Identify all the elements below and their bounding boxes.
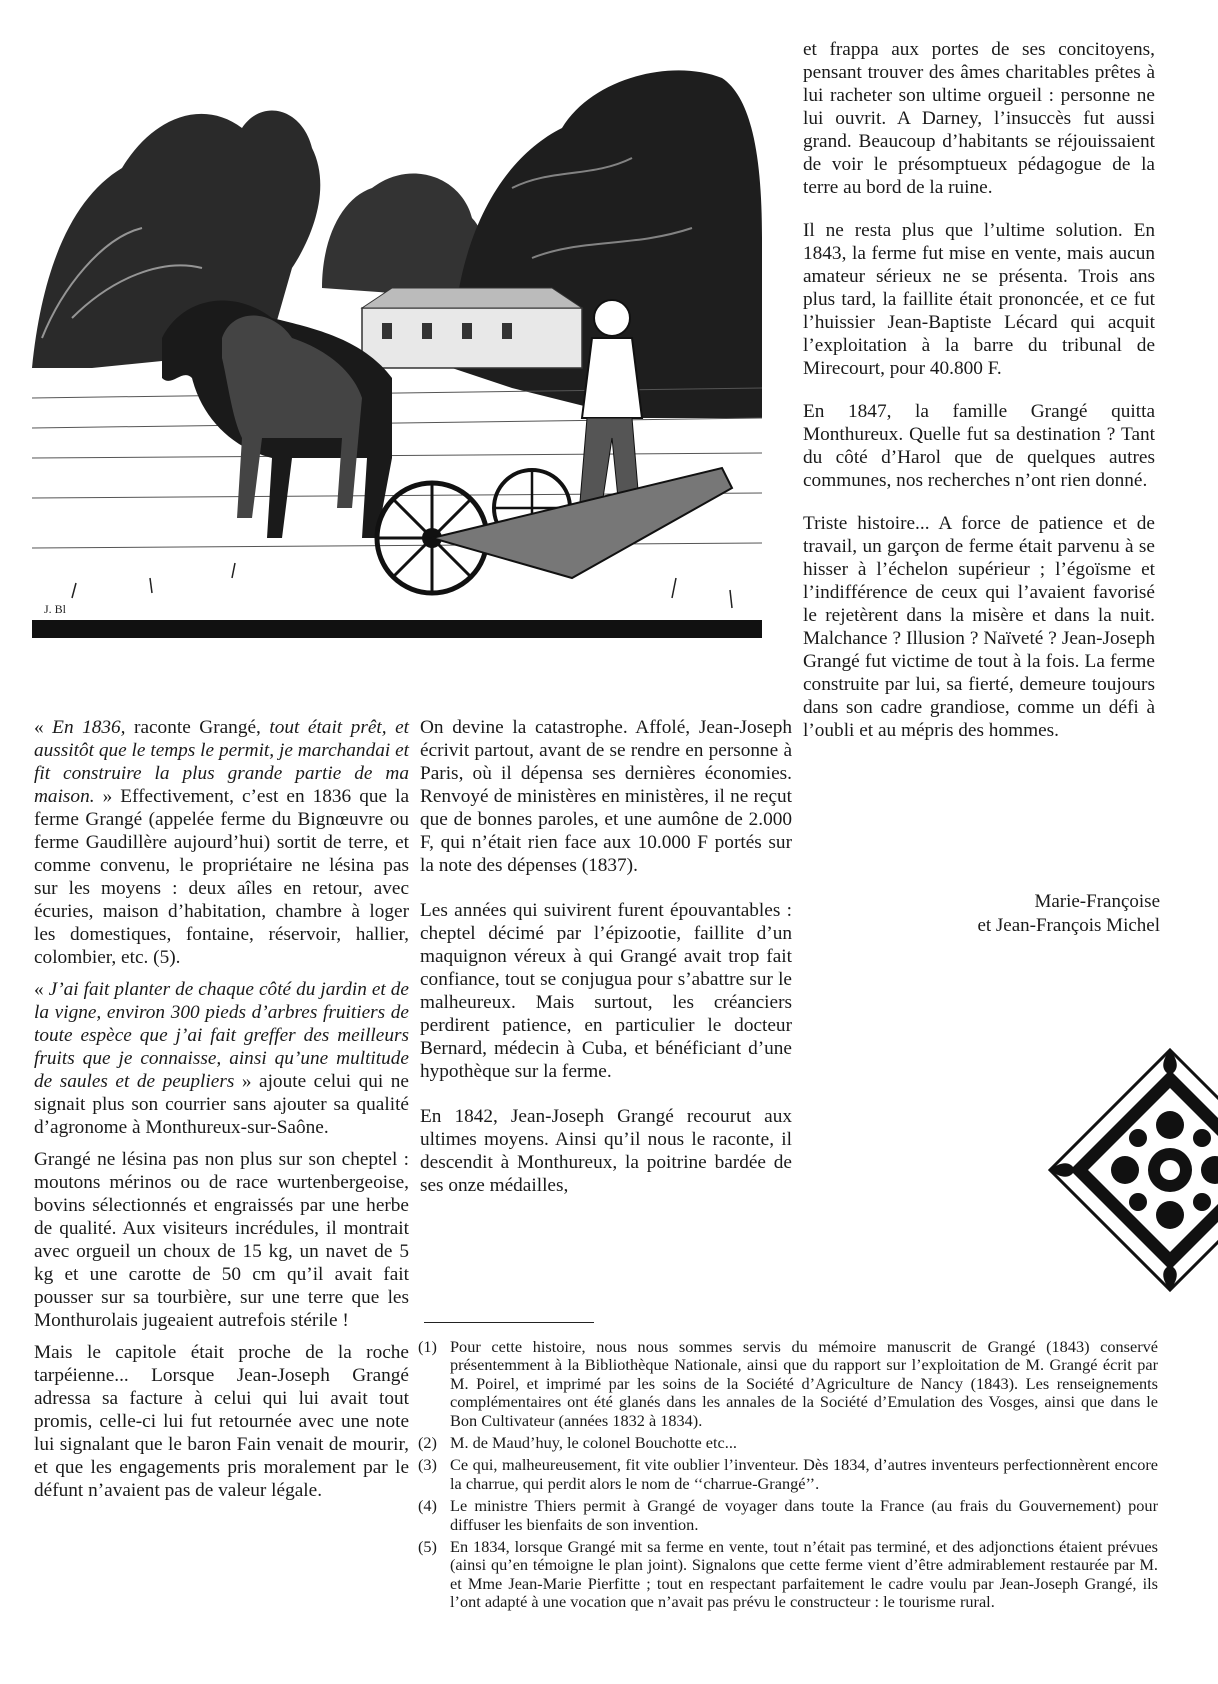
text-column-left [34, 716, 409, 1511]
fleuron-ornament-icon [1040, 1045, 1218, 1295]
paragraph: et frappa aux portes de ses concitoyens, pensant trouver des âmes charitables prêtes à lui racheter son ultime orgueil : personne ne lui ouvrit. A Darney, l’insuccès fut aussi grand. Beaucoup d’habitants se réjouissaient de voir le présomptueux pédagogue de la terre au bord de la ruine. [803, 39, 1155, 198]
text-run: « [34, 717, 53, 738]
paragraph: Il ne resta plus que l’ultime solution. En 1843, la ferme fut mise en vente, mais aucun amateur sérieux ne se présenta. Trois ans plus tard, la faillite était prononcée, et ce fut l’huissier Jean-Baptiste Lécard qui acquit l’exploitation à la barre du tribunal de Mirecourt, pour 40.800 F. [803, 220, 1155, 379]
text-column-middle [420, 716, 792, 1206]
paragraph: Grangé ne lésina pas non plus sur son cheptel : moutons mérinos ou de race wurtenbergeoise, bovins sélectionnés et engraissés par une herbe de qualité. Aux visiteurs incrédules, il montrait avec orgueil un choux de 15 kg, un navet de 5 kg et une carotte de 50 cm qu’il avait fait pousser sur sa tourbière, sur une terre que les Monthurolais jugeaient autrefois stérile ! [34, 1149, 409, 1331]
text-run: » ajoute celui qui ne signait plus son courrier sans ajouter sa qualité d’agronome à Monthureux-sur-Saône. [34, 1071, 409, 1138]
text-column-right [803, 38, 1155, 762]
text-run: « [34, 979, 49, 1000]
paragraph: Triste histoire... A force de patience et de travail, un garçon de ferme était parvenu à se hisser à l’échelon supérieur ; l’égoïsme et l’indifférence de ceux qui l’avaient favorisé le rejetèrent dans la misère et dans la nuit. Malchance ? Illusion ? Naïveté ? Jean-Joseph Grangé fut victime de tout à la fois. La ferme construite par lui, sa fierté, demeure toujours dans son cadre grandiose, comme un défi à l’oubli et au mépris des hommes. [803, 513, 1155, 741]
paragraph: En 1847, la famille Grangé quitta Monthureux. Quelle fut sa destination ? Tant du côté d’Harol que de quelques autres communes, nos recherches n’ont rien donné. [803, 401, 1155, 491]
footnote: (3) Ce qui, malheureusement, fit vite oublier l’inventeur. Dès 1834, d’autres inventeurs perfectionnèrent encore la charrue, qui perdit alors le nom de ‘‘charrue-Grangé’’. [418, 1455, 1158, 1493]
footnote: (4) Le ministre Thiers permit à Grangé de voyager dans toute la France (au frais du Gouvernement) pour diffuser les bienfaits de son invention. [418, 1496, 1158, 1534]
author-line-1: Marie-Françoise [1034, 891, 1160, 912]
author-line-2: et Jean-François Michel [977, 915, 1160, 936]
footnote: (5) En 1834, lorsque Grangé mit sa ferme en vente, tout n’était pas terminé, et des adjonctions étaient prévues (ainsi qu’en témoigne le plan joint). Signalons que cette ferme vient d’être admirablement restaurée par M. et Mme Jean-Marie Pierfitte ; tout en respectant parfaitement le cadre voulu par Jean-Joseph Grangé, ils l’ont adapté à une vocation que n’avait pas prévu le constructeur : le tourisme rural. [418, 1537, 1158, 1612]
footnote-divider [424, 1322, 594, 1323]
engraving-drawing [32, 38, 762, 638]
quoted-text: J’ai fait planter de chaque côté du jardin et de la vigne, environ 300 pieds d’arbres fruitiers de toute espèce que j’ai fait greffer des meilleurs fruits que je connaisse, ainsi qu’une multitude de saules et de peupliers [34, 979, 409, 1092]
paragraph: En 1842, Jean-Joseph Grangé recourut aux ultimes moyens. Ainsi qu’il nous le raconte, il descendit à Monthureux, la poitrine bardée de ses onze médailles, [420, 1106, 792, 1196]
author-signature [880, 890, 1160, 938]
footnote: (2) M. de Maud’huy, le colonel Bouchotte etc... [418, 1433, 737, 1453]
paragraph: Mais le capitole était proche de la roche tarpéienne... Lorsque Jean-Joseph Grangé adressa sa facture à celui qui lui avait tout promis, celle-ci lui fut retournée avec une note lui signalant que le baron Fain venait de mourir, et que les engagements pris moralement par le défunt n’avaient pas de valeur légale. [34, 1342, 409, 1501]
paragraph: Les années qui suivirent furent épouvantables : cheptel décimé par l’épizootie, faillite d’un maquignon véreux à qui Grangé avait trop fait confiance, tout se conjugua pour s’abattre sur le malheureux. Mais surtout, les créanciers perdirent patience, en particulier le docteur Bernard, médecin à Cuba, et bénéficiant d’une hypothèque sur la ferme. [420, 900, 792, 1082]
quoted-text: En 1836, [52, 717, 126, 738]
footnotes [418, 1338, 1158, 1616]
footnote: (1) Pour cette histoire, nous nous sommes servis du mémoire manuscrit de Grangé (1843) conservé présentemment à la Bibliothèque Nationale, ainsi que du rapport sur l’exploitation de M. Grangé écrit par M. Poirel, et imprimé par les soins de la Société d’Agriculture de Nancy (1843). Les renseignements complémentaires ont été glanés dans les annales de la Société d’Emulation des Vosges, ainsi que dans le Bon Cultivateur (années 1832 à 1834). [418, 1337, 1158, 1430]
paragraph [34, 978, 409, 1139]
paragraph [34, 716, 409, 969]
text-run: » Effectivement, c’est en 1836 que la ferme Grangé (appelée ferme du Bignœuvre ou ferme Gaudillère aujourd’hui) sortit de terre, et comme convenu, le propriétaire ne lésina pas sur les moyens : deux aîles en retour, avec écuries, maison d’habitation, chambre à loger les domestiques, fontaine, réservoir, hallier, colombier, etc. (5). [34, 786, 409, 968]
quoted-text: tout était prêt, et aussitôt que le temps le permit, je marchandai et fit construire la plus grande partie de ma maison. [34, 717, 409, 807]
text-run: raconte Grangé, [125, 717, 270, 738]
paragraph: On devine la catastrophe. Affolé, Jean-Joseph écrivit partout, avant de se rendre en personne à Paris, où il dépensa ses dernières économies. Renvoyé de ministères en ministères, il ne reçut que de bonnes paroles, et une aumône de 2.000 F, qui n’était rien face aux 10.000 F portés sur la note des dépenses (1837). [420, 717, 792, 876]
artist-signature: J. Bl [44, 602, 67, 616]
illustration-engraving [32, 38, 762, 638]
